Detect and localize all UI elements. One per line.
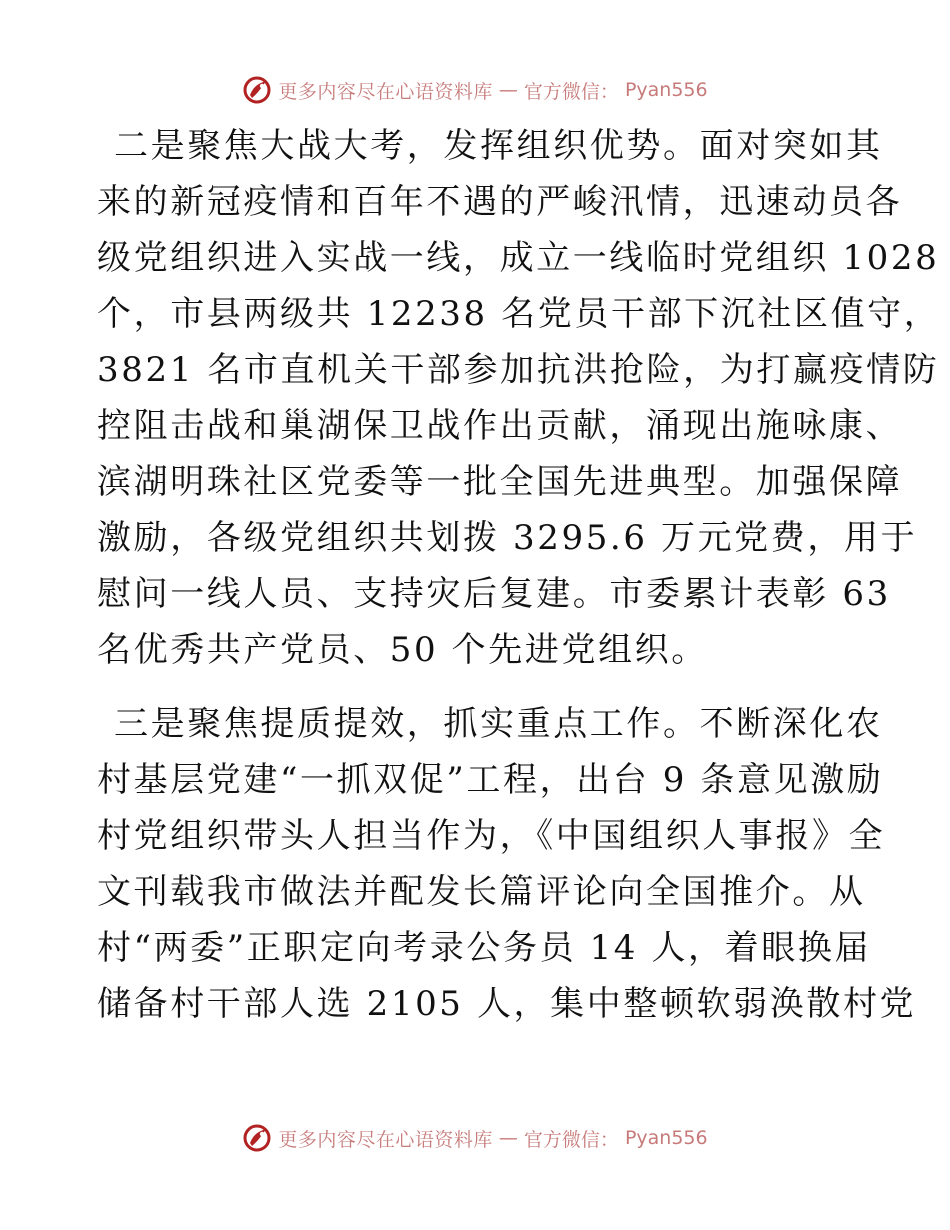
text-line: 村“两委”正职定向考录公务员 14 人，着眼换届 xyxy=(97,928,872,968)
text-line: 个，市县两级共 12238 名党员干部下沉社区值守， xyxy=(97,294,941,334)
watermark-wechat-account: Pyan556 xyxy=(624,1127,708,1149)
paragraph-3 xyxy=(97,696,917,1032)
header-watermark xyxy=(0,72,950,108)
watermark-wechat-label: 官方微信： xyxy=(523,1128,619,1151)
text-line: 三是聚焦提质提效，抓实重点工作。不断深化农 xyxy=(114,704,883,744)
watermark-wechat-account: Pyan556 xyxy=(624,79,708,101)
watermark-dash: — xyxy=(498,79,518,101)
text-line: 文刊载我市做法并配发长篇评论向全国推介。从 xyxy=(97,872,866,912)
text-line: 控阻击战和巢湖保卫战作出贡献，涌现出施咏康、 xyxy=(97,406,903,446)
watermark-text: 更多内容尽在心语资料库 xyxy=(278,80,493,103)
text-line: 名优秀共产党员、50 个先进党组织。 xyxy=(97,630,708,670)
watermark-dash: — xyxy=(498,1127,518,1149)
watermark-logo-icon xyxy=(242,75,272,105)
document-body xyxy=(97,118,941,1032)
watermark-text: 更多内容尽在心语资料库 xyxy=(278,1128,493,1151)
text-line: 慰问一线人员、支持灾后复建。市委累计表彰 63 xyxy=(97,574,891,614)
text-line: 3821 名市直机关干部参加抗洪抢险，为打赢疫情防 xyxy=(97,350,940,390)
text-line: 二是聚焦大战大考，发挥组织优势。面对突如其 xyxy=(114,126,883,166)
text-line: 村基层党建“一抓双促”工程，出台 9 条意见激励 xyxy=(97,760,884,800)
text-line: 储备村干部人选 2105 人，集中整顿软弱涣散村党 xyxy=(97,984,917,1024)
footer-watermark xyxy=(0,1120,950,1156)
watermark-logo-icon xyxy=(242,1123,272,1153)
text-line: 来的新冠疫情和百年不遇的严峻汛情，迅速动员各 xyxy=(97,182,903,222)
text-line: 村党组织带头人担当作为，《中国组织人事报》全 xyxy=(97,816,886,856)
text-line: 激励，各级党组织共划拨 3295.6 万元党费，用于 xyxy=(97,518,918,558)
watermark-wechat-label: 官方微信： xyxy=(523,80,619,103)
text-line: 级党组织进入实战一线，成立一线临时党组织 1028 xyxy=(97,238,940,278)
paragraph-2 xyxy=(97,118,941,678)
text-line: 滨湖明珠社区党委等一批全国先进典型。加强保障 xyxy=(97,462,903,502)
